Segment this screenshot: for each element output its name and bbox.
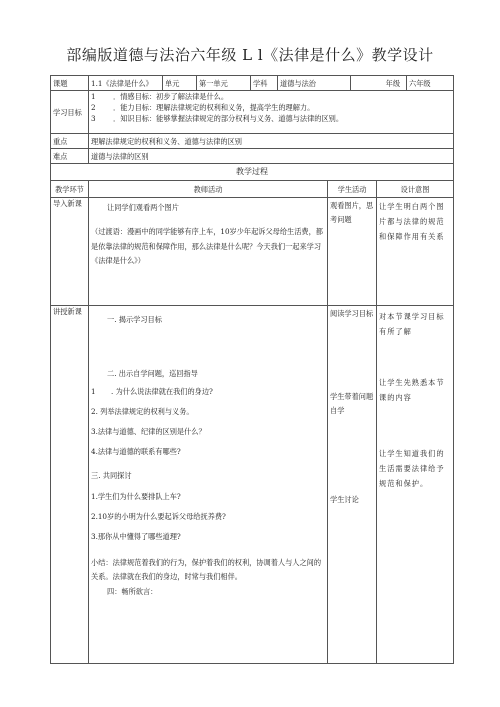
objective-number: 2 xyxy=(91,103,96,112)
design-intent-2: 让学生先熟悉本节课的内容 xyxy=(379,378,445,403)
objectives-label xyxy=(51,91,89,134)
intro-stage: 导入新课 xyxy=(51,198,89,306)
student-activity-3: 学生讨论 xyxy=(330,494,359,504)
document-title: 部编版道德与法治六年级 L l《法律是什么》教学设计 xyxy=(66,46,434,64)
design-intent-1: 对本节课学习目标有所了解 xyxy=(379,312,445,337)
intro-teacher-activity xyxy=(89,198,328,306)
teach-design-intent xyxy=(377,306,454,664)
discussion-item: 3.那你从中懂得了哪些道理? xyxy=(91,531,181,541)
objectives-row xyxy=(51,91,454,134)
column-header-teacher: 教师活动 xyxy=(89,181,328,198)
header-row xyxy=(51,76,454,91)
key-point-text: 理解法律规定的权利和义务、道德与法律的区别 xyxy=(89,134,454,149)
question-item: 4.法律与道德的联系有哪些? xyxy=(91,447,181,457)
section-heading: 四：畅所欲言： xyxy=(107,586,158,596)
difficulty-text: 道德与法律的区别 xyxy=(89,149,454,164)
difficulty-label: 难点 xyxy=(51,149,89,164)
question-item: 3.法律与道德、纪律的区别是什么？ xyxy=(91,427,206,437)
discussion-item: 2.10岁的小明为什么要起诉父母给抚养费? xyxy=(91,511,226,521)
objective-text: ．知识目标：能够掌握法律规定的部分权利与义务、道德与法律的区别。 xyxy=(113,114,344,123)
key-point-row xyxy=(51,134,454,149)
objectives-label-text: 学习目标 xyxy=(53,107,82,117)
section-heading: 一. 揭示学习目标 xyxy=(107,315,162,324)
objective-text: ．情感目标：初步了解法律是什么。 xyxy=(113,92,229,101)
unit-value: 第一单元 xyxy=(197,76,251,91)
objective-item xyxy=(91,92,451,101)
grade-label: 年级 xyxy=(351,76,407,91)
question-item: 2. 列举法律规定的权利与义务。 xyxy=(91,407,194,417)
lesson-label: 课题 xyxy=(51,76,89,91)
lesson-plan-table xyxy=(50,75,454,664)
grade-value: 六年级 xyxy=(407,76,454,91)
question-text: . 为什么说法律就在我们的身边? xyxy=(111,387,213,397)
difficulty-row xyxy=(51,149,454,164)
intro-design-intent: 让学生明白两个图片都与法律的规范和保障作用有关系 xyxy=(377,198,454,306)
section-heading: 二. 出示自学问题，巡回指导 xyxy=(107,369,198,379)
subject-label: 学科 xyxy=(251,76,278,91)
unit-label: 单元 xyxy=(163,76,197,91)
column-header-student: 学生活动 xyxy=(328,181,377,198)
subject-value: 道德与法治 xyxy=(278,76,351,91)
teach-row xyxy=(51,306,454,664)
objective-item xyxy=(91,103,451,112)
objective-item xyxy=(91,114,451,123)
intro-student-activity: 观看图片，思考问题 xyxy=(328,198,377,306)
question-number: 1 xyxy=(91,387,96,397)
intro-row xyxy=(51,198,454,306)
intro-teacher-line: 让同学们观看两个图片 xyxy=(107,203,179,212)
objective-number: 1 xyxy=(91,92,96,101)
discussion-item: 1.学生们为什么要排队上车? xyxy=(91,491,181,501)
student-activity-2: 学生带着问题自学 xyxy=(330,392,374,416)
intro-teacher-line: （过渡语：漫画中的同学能够有序上车，10岁少年起诉父母给生活费，都是依靠法律的规范和保障作用，那么法律是什么呢？今天我们一起来学习《法律是什么》） xyxy=(91,227,323,266)
teach-teacher-activity xyxy=(89,306,328,664)
section-heading: 三. 共同探讨 xyxy=(91,471,132,481)
teach-stage: 讲授新课 xyxy=(51,306,89,664)
key-point-label: 重点 xyxy=(51,134,89,149)
objective-text: ．能力目标：理解法律规定的权利和义务，提高学生的理解力。 xyxy=(113,103,315,112)
process-title-row xyxy=(51,164,454,181)
objective-number: 3 xyxy=(91,114,96,123)
teach-student-activity xyxy=(328,306,377,664)
column-header-stage: 教学环节 xyxy=(51,181,89,198)
column-header-design: 设计意图 xyxy=(377,181,454,198)
lesson-value: 1.1《法律是什么》 xyxy=(89,76,163,91)
question-item xyxy=(91,387,325,397)
column-header-row xyxy=(51,181,454,198)
student-activity-1: 阅读学习目标 xyxy=(330,309,374,318)
process-title: 教学过程 xyxy=(51,164,454,181)
summary-text: 小结：法律规范着我们的行为，保护着我们的权利，协调着人与人之间的关系。法律就在我们的身边，时常与我们相伴。 xyxy=(91,557,322,582)
objectives-content xyxy=(89,91,454,134)
design-intent-3: 让学生知道我们的生活需要法律给予规范和保护。 xyxy=(379,448,445,488)
